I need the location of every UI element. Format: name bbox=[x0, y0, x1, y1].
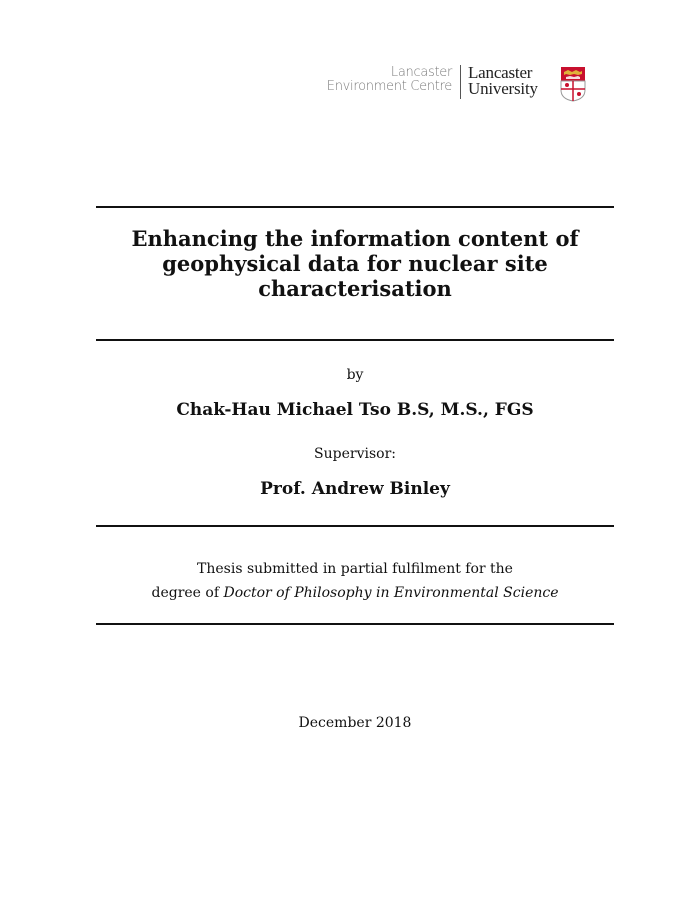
environment-centre-wordmark bbox=[327, 66, 452, 94]
lec-line-1: Lancaster bbox=[390, 65, 452, 80]
degree-prefix: degree of bbox=[151, 585, 224, 601]
submission-line-2 bbox=[96, 585, 614, 601]
lancaster-logo bbox=[313, 64, 588, 106]
lec-line-2: Environment Centre bbox=[326, 79, 452, 94]
university-wordmark bbox=[468, 65, 538, 97]
by-label: by bbox=[346, 367, 364, 383]
submission-bottom-rule bbox=[96, 623, 614, 625]
supervisor-name: Prof. Andrew Binley bbox=[260, 479, 450, 499]
title-bottom-rule bbox=[96, 339, 614, 341]
submission-line-1: Thesis submitted in partial fulfilment for the bbox=[197, 561, 513, 577]
thesis-title bbox=[96, 226, 614, 301]
title-line-3: characterisation bbox=[258, 276, 452, 301]
supervisor-bottom-rule bbox=[96, 525, 614, 527]
title-line-1: Enhancing the information content of bbox=[131, 226, 579, 251]
degree-name: Doctor of Philosophy in Environmental Science bbox=[223, 585, 559, 601]
university-crest-icon bbox=[560, 66, 586, 102]
university-line-2: University bbox=[468, 79, 538, 98]
top-rule bbox=[96, 206, 614, 208]
title-line-2: geophysical data for nuclear site bbox=[162, 251, 548, 276]
logo-divider bbox=[460, 65, 461, 99]
supervisor-label: Supervisor: bbox=[314, 446, 396, 462]
submission-date: December 2018 bbox=[298, 715, 412, 731]
university-line-1: Lancaster bbox=[468, 63, 533, 82]
author-name: Chak-Hau Michael Tso B.S, M.S., FGS bbox=[176, 400, 534, 420]
